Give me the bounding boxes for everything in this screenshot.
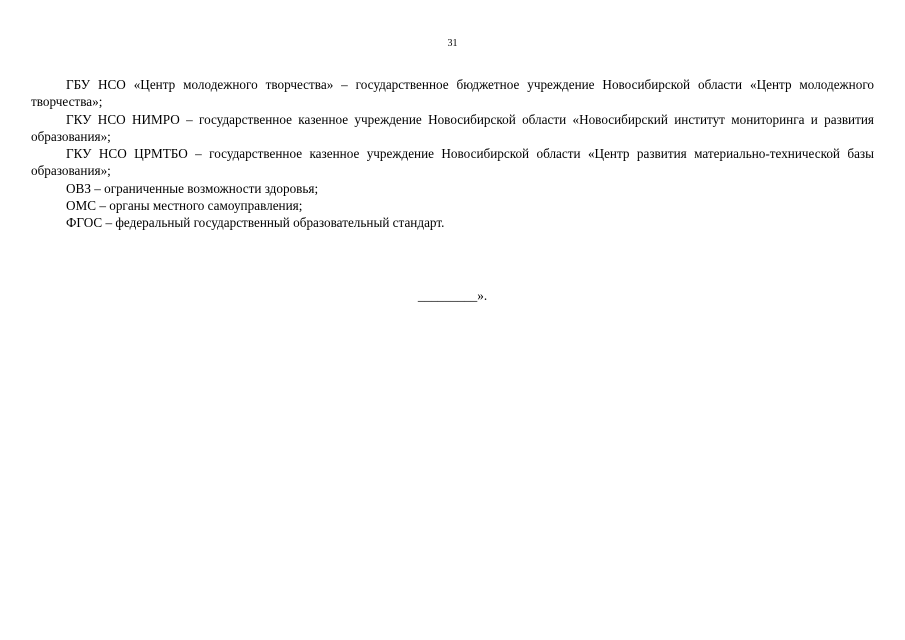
definition-gbu-nso-cmt: ГБУ НСО «Центр молодежного творчества» – государственное бюджетное учреждение Новосибирской области «Центр молодежного творчества»; <box>31 77 874 110</box>
definition-gku-nso-nimro: ГКУ НСО НИМРО – государственное казенное учреждение Новосибирской области «Новосибирский институт мониторинга и развития образования»; <box>31 111 874 144</box>
closing-line: _________». <box>417 288 488 303</box>
definition-gku-nso-crmtbo: ГКУ НСО ЦРМТБО – государственное казенное учреждение Новосибирской области «Центр развития материально-технической базы образования»; <box>31 146 874 179</box>
definition-ovz: ОВЗ – ограниченные возможности здоровья; <box>66 180 319 196</box>
definition-fgos: ФГОС – федеральный государственный образовательный стандарт. <box>66 215 445 231</box>
abbreviations-list <box>31 76 874 232</box>
page-number: 31 <box>447 38 458 49</box>
definition-oms: ОМС – органы местного самоуправления; <box>66 198 303 214</box>
